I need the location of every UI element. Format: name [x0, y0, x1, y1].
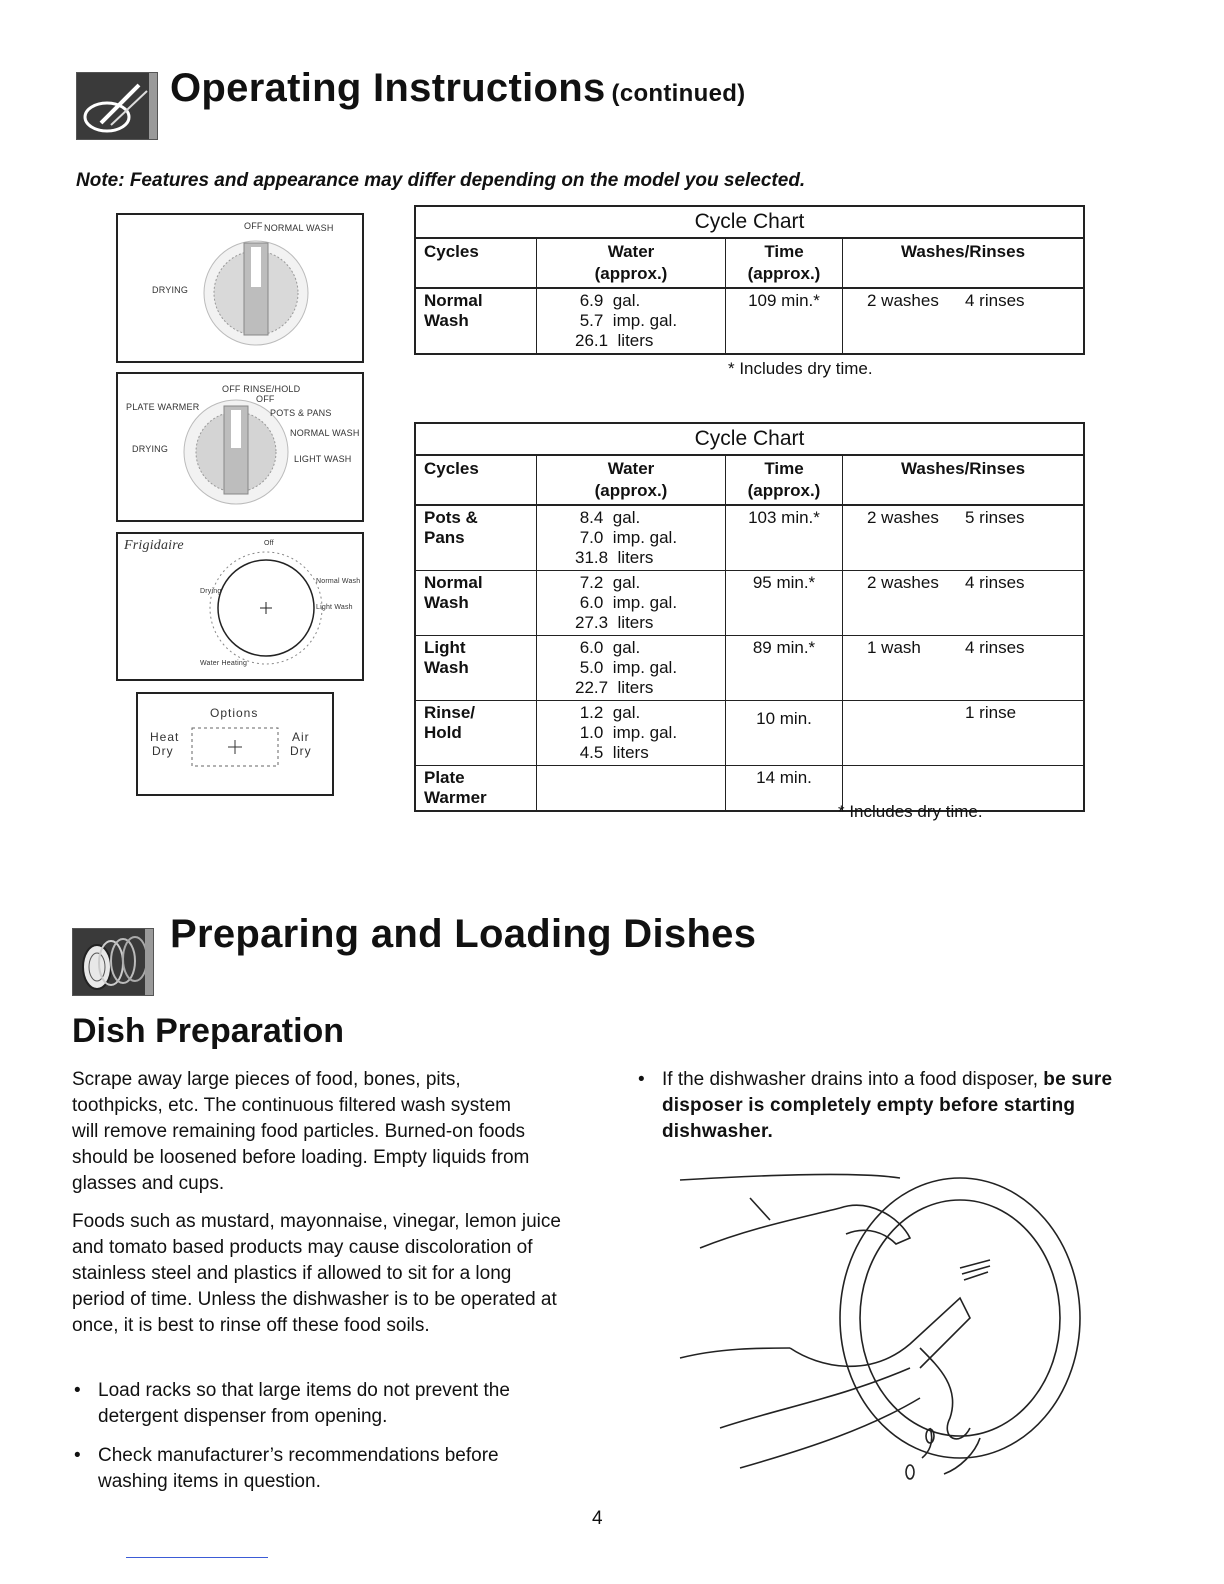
- light-wash-label-3: Light Wash: [316, 604, 353, 611]
- header-cycles: Cycles: [415, 238, 537, 288]
- header-time: Time (approx.): [726, 238, 843, 288]
- normal-wash-label: NORMAL WASH: [264, 223, 334, 233]
- table-row: [415, 636, 1084, 701]
- time-cell: 89 min.*: [726, 636, 843, 701]
- off-label-2: OFF: [256, 394, 275, 404]
- time-cell: 109 min.*: [726, 288, 843, 354]
- cycle-name: Normal Wash: [415, 288, 537, 354]
- control-panel-1: [116, 213, 364, 363]
- dish-prep-para-2: Foods such as mustard, mayonnaise, vinegar, lemon juice and tomato based products may cause discoloration of stainless steel and plastics if allowed to sit for a long period of time. Unless the dishwasher is to be operated at once, it is best to rinse off these food soils.: [72, 1211, 561, 1336]
- stacked-plates-icon: [72, 928, 154, 996]
- list-item: [638, 1067, 1142, 1145]
- table-row: [415, 766, 1084, 812]
- bullet-dot: •: [74, 1445, 81, 1466]
- time-cell: 14 min.: [726, 766, 843, 812]
- drying-label-3: Drying: [200, 588, 222, 595]
- footnote-2: * Includes dry time.: [838, 802, 983, 821]
- bullet-dot: •: [638, 1069, 645, 1090]
- header-water: Water (approx.): [537, 455, 726, 505]
- header-time: Time (approx.): [726, 455, 843, 505]
- normal-wash-label-2: NORMAL WASH: [290, 428, 360, 438]
- page-number: 4: [592, 1508, 603, 1529]
- pen-on-plate-icon: [76, 72, 158, 140]
- chart-caption: Cycle Chart: [415, 423, 1084, 455]
- bullet-text: Load racks so that large items do not prevent the detergent dispenser from opening.: [98, 1380, 510, 1427]
- cycle-name: Light Wash: [415, 636, 537, 701]
- water-heating-label: Water Heating: [200, 660, 248, 667]
- options-panel: [136, 692, 334, 796]
- control-panel-2: [116, 372, 364, 522]
- page-title: [170, 66, 745, 111]
- cycle-name: Normal Wash: [415, 571, 537, 636]
- washes-cell: 2 washes 4 rinses: [843, 571, 1085, 636]
- cycle-chart-2: [414, 422, 1085, 812]
- options-label: Options: [210, 706, 259, 720]
- header-washes: Washes/Rinses: [843, 455, 1085, 505]
- cycle-name: Plate Warmer: [415, 766, 537, 812]
- list-item: [74, 1443, 568, 1495]
- chart-caption: Cycle Chart: [415, 206, 1084, 238]
- footer-rule: [126, 1557, 268, 1558]
- bullet-text: Check manufacturer’s recommendations before washing items in question.: [98, 1445, 499, 1492]
- section-title: Preparing and Loading Dishes: [170, 912, 757, 956]
- bullet-bold-text: be sure disposer is completely empty before starting dishwasher.: [662, 1069, 1113, 1142]
- off-label: OFF: [244, 221, 263, 231]
- washes-cell: 2 washes 5 rinses: [843, 505, 1085, 571]
- water-cell: 6.9 gal. 5.7 imp. gal. 26.1 liters: [537, 288, 726, 354]
- water-cell: 1.2 gal. 1.0 imp. gal. 4.5 liters: [537, 701, 726, 766]
- control-panel-3: [116, 532, 364, 681]
- cycle-name: Rinse/ Hold: [415, 701, 537, 766]
- cycle-chart-1: [414, 205, 1085, 355]
- cycle-name: Pots & Pans: [415, 505, 537, 571]
- table-row: [415, 505, 1084, 571]
- water-cell: 6.0 gal. 5.0 imp. gal. 22.7 liters: [537, 636, 726, 701]
- pots-pans-label: POTS & PANS: [270, 408, 332, 418]
- water-cell: [537, 766, 726, 812]
- header-washes: Washes/Rinses: [843, 238, 1085, 288]
- time-cell: 103 min.*: [726, 505, 843, 571]
- air-dry-label: Dry: [290, 744, 312, 758]
- title-continued: (continued): [611, 80, 746, 107]
- scraping-plate-illustration: [660, 1168, 1100, 1488]
- washes-cell: 1 wash 4 rinses: [843, 636, 1085, 701]
- time-cell: 95 min.*: [726, 571, 843, 636]
- header-cycles: Cycles: [415, 455, 537, 505]
- dish-prep-para-1: Scrape away large pieces of food, bones, pits, toothpicks, etc. The continuous filtered wash system will remove remaining food particles. Burned-on foods should be loosened before loading. Empty liquids from glasses and cups.: [72, 1069, 530, 1194]
- model-note: Note: Features and appearance may differ depending on the model you selected.: [76, 170, 806, 191]
- heat-dry-label: Dry: [152, 744, 174, 758]
- bullet-dot: •: [74, 1380, 81, 1401]
- footnote-1: * Includes dry time.: [728, 359, 873, 378]
- brand-logo: Frigidaire: [124, 538, 184, 553]
- off-rinse-hold-label: OFF RINSE/HOLD: [222, 384, 301, 394]
- off-label-3: Off: [264, 540, 274, 547]
- plate-warmer-label: PLATE WARMER: [126, 402, 200, 412]
- table-row: [415, 288, 1084, 354]
- water-cell: 7.2 gal. 6.0 imp. gal. 27.3 liters: [537, 571, 726, 636]
- table-row: [415, 701, 1084, 766]
- drying-label-2: DRYING: [132, 444, 169, 454]
- washes-cell: 1 rinse: [843, 701, 1085, 766]
- water-cell: 8.4 gal. 7.0 imp. gal. 31.8 liters: [537, 505, 726, 571]
- header-water: Water (approx.): [537, 238, 726, 288]
- dish-prep-title: Dish Preparation: [72, 1012, 345, 1050]
- light-wash-label: LIGHT WASH: [294, 454, 352, 464]
- drying-label: DRYING: [152, 285, 189, 295]
- list-item: [74, 1378, 558, 1430]
- washes-cell: 2 washes 4 rinses: [843, 288, 1085, 354]
- normal-wash-label-3: Normal Wash: [316, 578, 361, 585]
- time-cell: 10 min.: [726, 701, 843, 766]
- bullet-text: If the dishwasher drains into a food disposer,: [662, 1069, 1039, 1090]
- title-text: Operating Instructions: [170, 66, 606, 110]
- air-label: Air: [292, 730, 310, 744]
- table-row: [415, 571, 1084, 636]
- heat-label: Heat: [150, 730, 180, 744]
